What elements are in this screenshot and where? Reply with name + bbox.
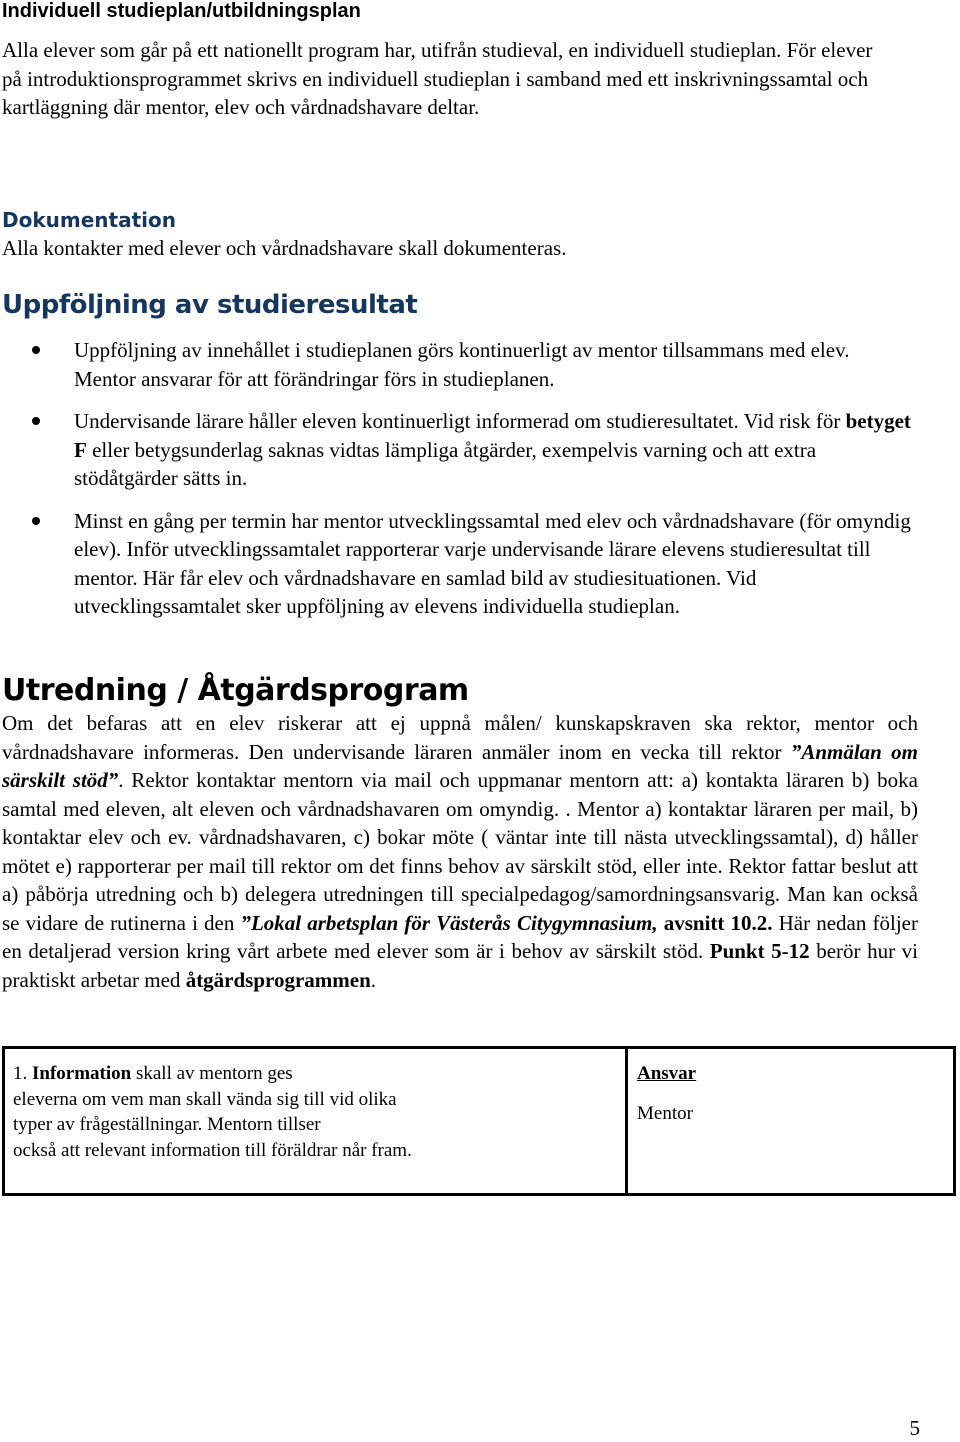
page-number: 5 — [909, 1416, 920, 1440]
text-run: Här nedan följer en detaljerad version kring vårt arbete med elever som är i behov av särskilt stöd. — [2, 910, 918, 963]
cell-line: eleverna om vem man skall vända sig till vid olika — [13, 1088, 397, 1110]
heading-utredning: Utredning / Åtgärdsprogram — [2, 673, 469, 708]
cell-line: skall av mentorn ges — [131, 1063, 293, 1084]
bullet-icon — [32, 417, 40, 425]
table-cell-ansvar — [637, 1061, 937, 1126]
bullet-text: Minst en gång per termin har mentor utvecklingssamtal med elev och vårdnadshavare (för omyndig elev). Inför utvecklingssamtalet rapporterar varje undervisande lärare elevens studieresultat till mentor. Här får elev och vårdnadshavare en samlad bild av studiesituationen. Vid utvecklingssamtalet sker uppföljning av elevens individuella studieplan. — [74, 508, 911, 618]
bullet-text: Undervisande lärare håller eleven kontinuerligt informerad om studieresultatet. Vid risk för — [74, 409, 846, 433]
heading-uppfoljning: Uppföljning av studieresultat — [2, 290, 418, 320]
ansvar-value: Mentor — [637, 1102, 693, 1124]
cell-line: också att relevant information till föräldrar når fram. — [13, 1139, 412, 1161]
ansvar-header: Ansvar — [637, 1063, 697, 1084]
text-run: . — [370, 967, 377, 992]
list-item — [0, 507, 914, 621]
table-divider — [625, 1049, 628, 1193]
cell-line: typer av frågeställningar. Mentorn tillser — [13, 1114, 321, 1135]
text-run: . Rektor kontaktar mentorn via mail och uppmanar mentorn att: a) kontakta läraren b) boka samtal med eleven, alt eleven och vårdnadshavaren om omyndig. . Mentor a) kontaktar läraren per mail, b) kontaktar elev och ev. vårdnadshavaren, c) bokar möte ( väntar inte till nästa utvecklingssamtal), d) håller mötet e) rapporterar per mail till rektor om det finns behov av särskilt stöd, eller inte. Rektor fattar beslut att a) påbörja utredning och b) delegera utredningen till specialpedagog/samordningsansvarig. Man kan också se vidare de rutinerna i den — [2, 768, 918, 935]
emphasis-avsnitt: avsnitt 10.2. — [657, 910, 773, 935]
list-item — [0, 336, 914, 393]
bullet-icon — [32, 517, 40, 525]
bullet-text: Uppföljning av innehållet i studieplanen görs kontinuerligt av mentor tillsammans med elev. Mentor ansvarar för att förändringar förs in studieplanen. — [74, 338, 850, 391]
paragraph-studieplan: Alla elever som går på ett nationellt program har, utifrån studieval, en individuell studieplan. För elever på introduktionsprogrammet skrivs en individuell studieplan i samband med ett inskrivningssamtal och kartläggning där mentor, elev och vårdnadshavare deltar. — [2, 38, 873, 119]
cell-bold-label: Information — [32, 1063, 132, 1084]
cell-number: 1. — [13, 1063, 32, 1084]
information-table — [2, 1046, 956, 1196]
emphasis-atgardsprogram: åtgärdsprogrammen — [185, 967, 371, 992]
heading-individuell-studieplan: Individuell studieplan/utbildningsplan — [2, 0, 361, 22]
emphasis-lokal-arbetsplan: ”Lokal arbetsplan för Västerås Citygymnasium, — [240, 910, 658, 935]
bullet-icon — [32, 346, 40, 354]
bullet-text: eller betygsunderlag saknas vidtas lämpliga åtgärder, exempelvis varning och att extra stödåtgärder sätts in. — [74, 437, 817, 490]
text-run: Om det befaras att en elev riskerar att ej uppnå målen/ kunskapskraven ska rektor, mentor och vårdnadshavare informeras. Den undervisande läraren anmäler inom en vecka till rektor — [2, 711, 918, 764]
emphasis-anmalan: ”Anmälan om särskilt stöd” — [2, 739, 919, 792]
paragraph-dokumentation: Alla kontakter med elever och vårdnadshavare skall dokumenteras. — [2, 236, 567, 260]
list-item — [0, 407, 914, 493]
text-run: berör hur vi praktiskt arbetar med — [2, 939, 918, 992]
bullet-list — [0, 336, 960, 635]
heading-dokumentation: Dokumentation — [2, 208, 176, 232]
emphasis-punkt: Punkt 5-12 — [709, 939, 810, 963]
table-cell-information — [13, 1061, 613, 1163]
paragraph-utredning — [2, 709, 918, 994]
bullet-bold-text: betyget F — [74, 409, 911, 462]
